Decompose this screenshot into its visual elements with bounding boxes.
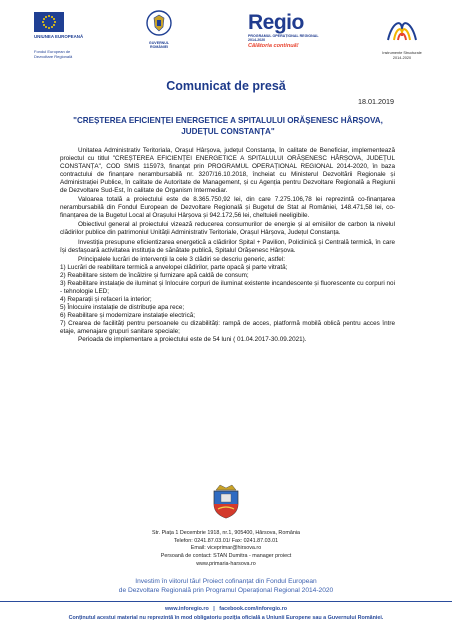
banner-line: Investim în viitorul tău! Proiect cofinanțat din Fondul European — [135, 578, 317, 585]
list-item: 4) Reparații și refaceri la interior; — [60, 295, 152, 303]
list-item: 6) Reabilitare și modernizare instalație electrică; — [60, 311, 196, 319]
body-paragraph: Valoarea totală a proiectului este de 8.365.750,92 lei, din care 7.275.106,78 lei reprezintă co-finanțarea nerambursabilă din Fondul European de Dezvoltare Regională și Bugetul de Stat al României, 148.471,58 lei, co-finanțarea de la Bugetul Local al Orașului Hârșova și 942.172,56 lei, cheltuieli neeligibile. — [60, 196, 395, 220]
implementation-period: Perioada de implementare a proiectului este de 54 luni ( 01.04.2017-30.09.2021). — [78, 336, 307, 344]
eu-flag-icon — [34, 12, 64, 32]
date-label: 18.01.2019 — [358, 97, 394, 106]
eu-star-icon — [43, 18, 45, 20]
body-paragraph: Investiția presupune eficientizarea energetică a clădirilor Spital + Pavilion, Policlinică și Centrală termică, în care își desfașoară activitatea instituția de sănătate publică, Spitalul Orășenesc Hârșova. — [60, 238, 395, 254]
structural-instruments-icon — [382, 14, 422, 46]
logo-bar — [0, 10, 452, 70]
contact-address: Str. Piața 1 Decembrie 1918, nr.1, 905400, Hârsova, România — [151, 530, 301, 536]
eu-star-icon — [53, 24, 55, 26]
contact-person: Persoană de contact: STAN Dumitra - manager proiect — [160, 553, 292, 560]
eu-star-icon — [45, 16, 47, 18]
press-release-subject — [60, 115, 396, 137]
press-release-body — [60, 147, 395, 344]
government-label: GUVERNUL ROMÂNIEI — [148, 41, 170, 49]
body-paragraph: Obiectivul general al proiectului vizează reducerea consumurilor de energie și al emisiilor de carbon la nivelul clădirilor publice din patrimoniul Unității Administrativ Teritoriale, Orașul Hârșova, Județul Constanța. — [60, 221, 395, 237]
government-logo — [144, 10, 174, 49]
body-paragraph: Unitatea Administrativ Teritoriala, Orașul Hârșova, județul Constanța, în calitate de Beneficiar, implementează proiectul cu titlul "CREȘTEREA EFICIENȚEI ENERGETICE A SPITALULUI ORĂȘENESC HÂRȘOVA, JUDEȚUL CONSTANȚA", COD SMIS 115973, finanțat prin PROGRAMUL OPERAȚIONAL REGIONAL 2014-2020, în baza contractului de finanțare nerambursabilă nr. 3207/16.10.2018, încheiat cu Ministerul Dezvoltării Regionale și Administrației Publice, în calitate de Autoritate de Management, și cu Agenția pentru Dezvoltare Regională a Regiunii de Dezvoltare Sud-Est, în calitate de Organism Intermediar. — [60, 147, 395, 195]
eu-star-icon — [48, 27, 50, 29]
funding-banner — [0, 577, 452, 595]
subject-line: JUDEȚUL CONSTANȚA" — [181, 127, 275, 136]
list-item: 5) Înlocuire instalație de distribuție apa rece; — [60, 303, 185, 311]
contact-email[interactable]: Email: viceprimar@hirsova.ro — [190, 545, 262, 552]
eu-fund-label: Fondul European de Dezvoltare Regională — [34, 49, 73, 59]
eu-star-icon — [53, 18, 55, 20]
structural-instruments-logo — [372, 14, 432, 61]
regio-wordmark: Regio — [248, 11, 304, 34]
footer — [0, 601, 452, 621]
banner-line: de Dezvoltare Regională prin Programul Operațional Regional 2014-2020 — [118, 587, 334, 594]
eu-logo — [34, 12, 94, 59]
footer-links[interactable]: www.inforegio.ro | facebook.com/inforegio.ro — [164, 606, 287, 612]
footer-disclaimer: Conținutul acestui material nu reprezintă în mod obligatoriu poziția oficială a Uniunii Europene sau a Guvernului României. — [68, 615, 384, 621]
eu-label: UNIUNEA EUROPEANĂ — [34, 34, 84, 39]
eu-star-icon — [45, 26, 47, 28]
list-item: 2) Reabilitare sistem de încălzire și furnizare apă caldă de consum; — [60, 271, 249, 279]
government-crest-icon — [144, 10, 174, 36]
contact-block — [0, 530, 452, 569]
hirsova-coat-of-arms — [210, 482, 242, 520]
regio-logo — [248, 12, 328, 49]
list-item: 7) Crearea de facilități pentru persoanele cu dizabilități: rampă de acces, platformă mobilă oblică pentru acces între etaje, amenajare grupuri sanitare speciale; — [60, 319, 395, 336]
eu-star-icon — [48, 15, 50, 17]
list-item: 1) Lucrări de reabilitare termică a anvelopei clădirilor, parte opacă și parte vitrată; — [60, 263, 288, 271]
contact-phone: Telefon: 0241.87.03.01/ Fax: 0241.87.03.01 — [173, 537, 279, 544]
contact-website[interactable]: www.primaria-harsova.ro — [196, 560, 256, 567]
regio-program-label: PROGRAMUL OPERAȚIONAL REGIONAL 2014-2020 — [248, 34, 319, 42]
regio-tagline: Călătoria continuă! — [248, 43, 299, 49]
subject-line: "CREȘTEREA EFICIENȚEI ENERGETICE A SPITALULUI ORĂȘENESC HÂRȘOVA, — [73, 116, 383, 125]
page-title: Comunicat de presă — [166, 79, 286, 93]
body-paragraph: Principalele lucrări de intervenții la cele 3 clădiri se descriu generic, astfel: — [78, 255, 285, 263]
eu-star-icon — [43, 24, 45, 26]
structural-instruments-label: Instrumente Structurale 2014-2020 — [382, 51, 422, 60]
coat-of-arms-icon — [210, 482, 242, 520]
eu-star-icon — [42, 21, 44, 23]
eu-star-icon — [51, 26, 53, 28]
list-item: 3) Reabilitare instalație de iluminat și înlocuire corpuri de iluminat existente incandescente și fluorescente cu corpuri noi - tehnologie LED; — [60, 279, 395, 295]
eu-star-icon — [54, 21, 56, 23]
